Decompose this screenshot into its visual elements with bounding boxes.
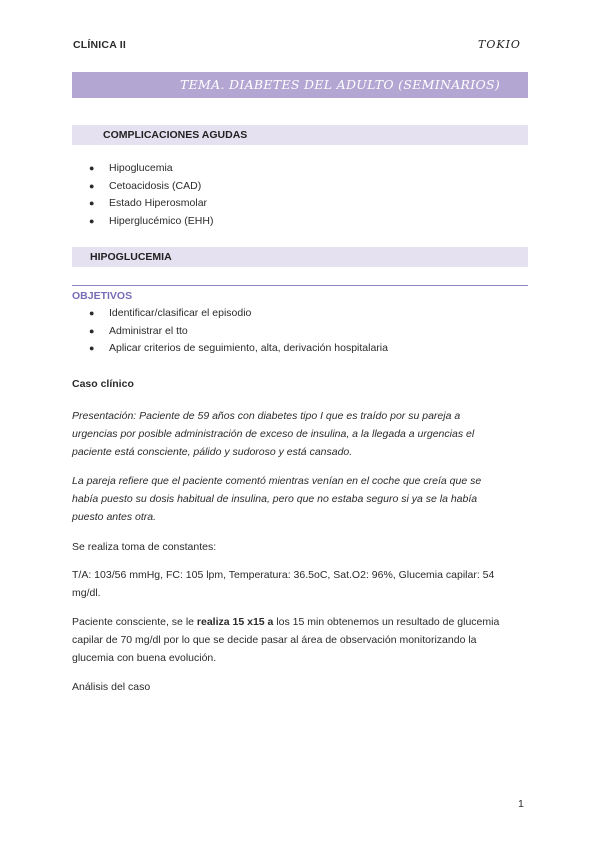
page-number: 1 — [518, 798, 524, 810]
objetivos-list — [72, 305, 528, 358]
section-complicaciones — [72, 125, 528, 145]
list-item: ● Identificar/clasificar el episodio — [72, 305, 528, 323]
caso-title: Caso clínico — [72, 378, 134, 390]
bullet-icon: ● — [89, 198, 95, 208]
divider — [72, 285, 528, 286]
section-hipoglucemia — [72, 247, 528, 267]
list-item: ● Administrar el tto — [72, 323, 528, 341]
bullet-icon: ● — [89, 325, 95, 336]
bullet-icon: ● — [89, 215, 95, 226]
evolucion-paragraph: Paciente consciente, se le realiza 15 x15 a los 15 min obtenemos un resultado de glucemia capilar de 70 mg/dl por lo que se decide pasar al área de observación monitorizando la glucemia con buena evolución. — [72, 616, 500, 664]
section-heading: COMPLICACIONES AGUDAS — [103, 129, 248, 141]
list-item: ● Hiperglucémico (EHH) — [72, 213, 528, 231]
complicaciones-list — [72, 160, 528, 230]
constantes-values: T/A: 103/56 mmHg, FC: 105 lpm, Temperatura: 36.5oC, Sat.O2: 96%, Glucemia capilar: 54 mg/dl. — [72, 569, 495, 599]
list-item: ● Estado Hiperosmolar — [72, 195, 528, 213]
section-heading: HIPOGLUCEMIA — [90, 251, 172, 263]
objetivos-label: OBJETIVOS — [72, 290, 133, 302]
list-item: ● Cetoacidosis (CAD) — [72, 178, 528, 196]
page-title: TEMA. DIABETES DEL ADULTO (SEMINARIOS) — [180, 77, 501, 92]
header-left: CLÍNICA II — [73, 39, 126, 51]
header-right: TOKIO — [478, 38, 521, 51]
list-item: ● Aplicar criterios de seguimiento, alta, derivación hospitalaria — [72, 340, 528, 358]
presentacion-paragraph: Presentación: Paciente de 59 años con diabetes tipo I que es traído por su pareja a urgencias por posible administración de exceso de insulina, a la llegada a urgencias el paciente está consciente, pálido y sudoroso y está cansado. — [72, 410, 475, 458]
pareja-paragraph: La pareja refiere que el paciente comentó mientras venían en el coche que creía que se había puesto su dosis habitual de insulina, pero que no estaba seguro si ya se la había puesto antes otra. — [72, 475, 482, 523]
analisis-heading: Análisis del caso — [72, 681, 151, 693]
bullet-icon: ● — [89, 180, 95, 191]
bullet-icon: ● — [89, 343, 95, 353]
bullet-icon: ● — [89, 308, 95, 318]
bullet-icon: ● — [89, 163, 95, 173]
constantes-intro: Se realiza toma de constantes: — [72, 541, 217, 553]
list-item: ● Hipoglucemia — [72, 160, 528, 178]
title-bar — [72, 72, 528, 98]
